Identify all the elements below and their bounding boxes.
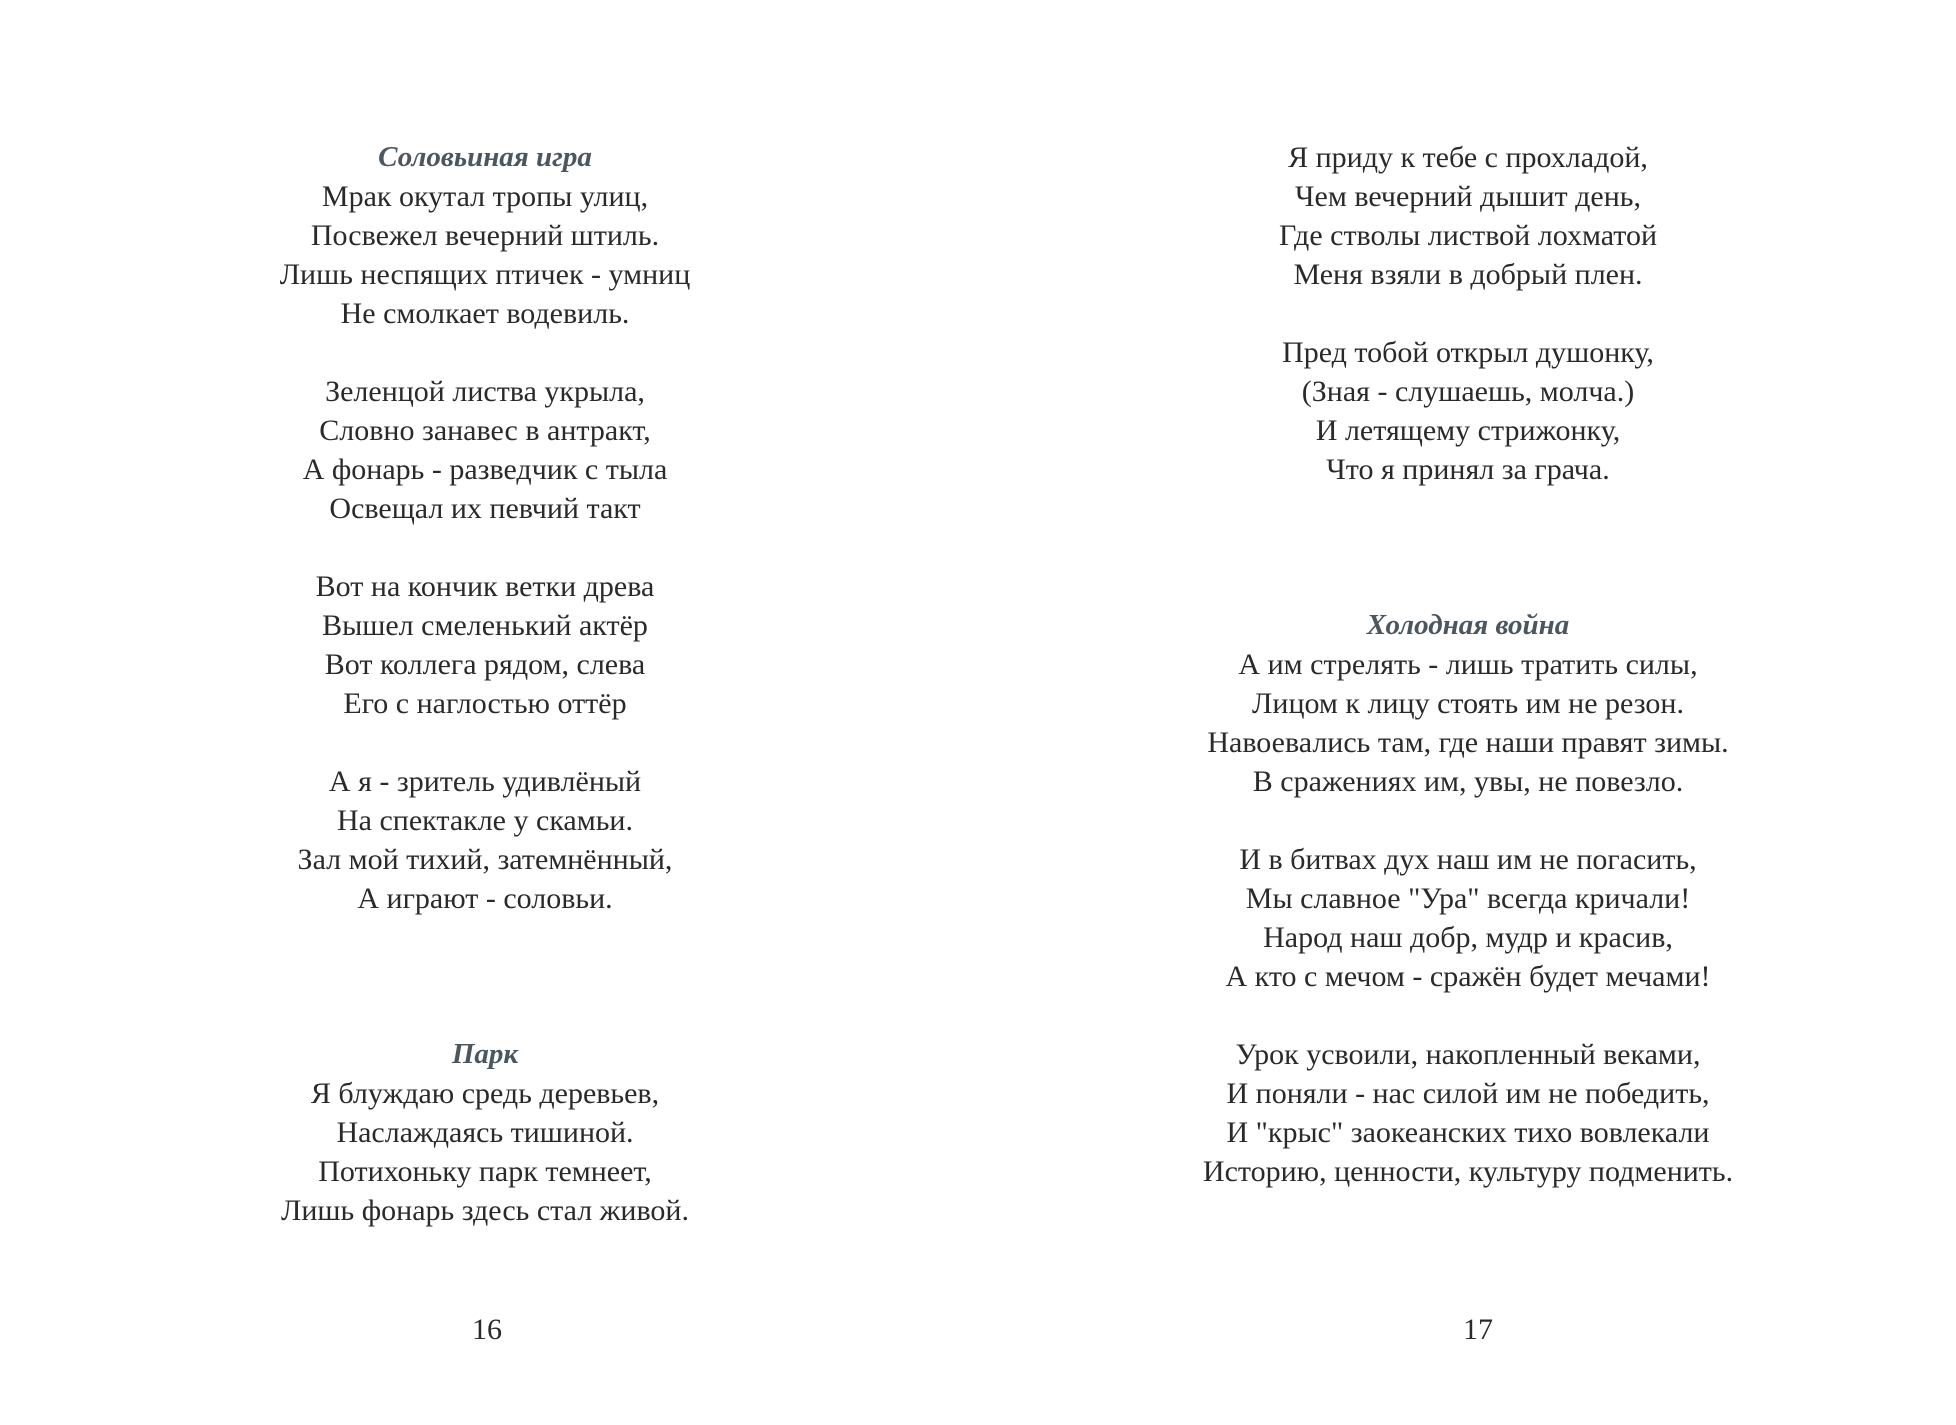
left-text-column: [248, 138, 722, 1230]
verse-line: Народ наш добр, мудр и красив,: [1263, 921, 1673, 954]
verse-line: Вот на кончик ветки древа: [315, 570, 655, 603]
verse-line: Я приду к тебе с прохладой,: [1288, 141, 1648, 174]
stanza: [1158, 645, 1778, 801]
stanza: [248, 567, 722, 723]
stanza-gap: [248, 333, 722, 372]
verse-line: Вот коллега рядом, слева: [324, 648, 646, 681]
stanza: [248, 1074, 722, 1230]
verse-line: Что я принял за грача.: [1326, 453, 1610, 486]
verse-line: И "крыс" заокеанских тихо вовлекали: [1226, 1116, 1710, 1149]
verse-line: Меня взяли в добрый плен.: [1293, 258, 1643, 291]
stanza-gap: [1158, 996, 1778, 1035]
verse-line: Лишь неспящих птичек - умниц: [279, 258, 691, 291]
verse-line: Историю, ценности, культуру подменить.: [1202, 1155, 1734, 1188]
verse-line: Освещал их певчий такт: [329, 492, 641, 525]
verse-line: Посвежел вечерний штиль.: [310, 219, 660, 252]
stanza: [248, 762, 722, 918]
verse-line: Потихоньку парк темнеет,: [318, 1155, 652, 1188]
stanza: [1158, 333, 1778, 489]
verse-line: Его с наглостью оттёр: [343, 687, 627, 720]
stanza-gap: [248, 723, 722, 762]
page-number: 16: [472, 1313, 502, 1346]
verse-line: Словно занавес в антракт,: [319, 414, 651, 447]
verse-line: А им стрелять - лишь тратить силы,: [1238, 648, 1698, 681]
verse-line: Я блуждаю средь деревьев,: [310, 1077, 660, 1110]
verse-line: На спектакле у скамьи.: [337, 804, 633, 837]
verse-line: Вышел смеленький актёр: [322, 609, 648, 642]
verse-line: Мы славное "Ура" всегда кричали!: [1245, 882, 1691, 915]
stanza: [1158, 840, 1778, 996]
right-text-column: [1158, 138, 1778, 1191]
poem-gap: [248, 918, 722, 1035]
stanza-gap: [248, 528, 722, 567]
right-page: [978, 0, 1956, 1425]
verse-line: Наслаждаясь тишиной.: [336, 1116, 634, 1149]
stanza: [1158, 1035, 1778, 1191]
verse-line: И поняли - нас силой им не победить,: [1226, 1077, 1710, 1110]
verse-line: Чем вечерний дышит день,: [1295, 180, 1641, 213]
verse-line: Мрак окутал тропы улиц,: [321, 180, 649, 213]
verse-line: Урок усвоили, накопленный веками,: [1235, 1038, 1701, 1071]
verse-line: А я - зритель удивлёный: [328, 765, 642, 798]
verse-line: Навоевались там, где наши правят зимы.: [1207, 726, 1729, 759]
poem-title-solovinaya-igra: Соловьиная игра: [378, 141, 592, 173]
poem-title-park: Парк: [451, 1038, 519, 1070]
verse-line: Зеленцой листва укрыла,: [325, 375, 645, 408]
verse-line: Зал мой тихий, затемнённый,: [297, 843, 673, 876]
stanza: [1158, 138, 1778, 294]
verse-line: И летящему стрижонку,: [1315, 414, 1621, 447]
poem-gap: [1158, 489, 1778, 606]
verse-line: И в битвах дух наш им не погасить,: [1239, 843, 1697, 876]
verse-line: Не смолкает водевиль.: [340, 297, 630, 330]
page-number: 17: [1463, 1313, 1493, 1346]
verse-line: А фонарь - разведчик с тыла: [302, 453, 668, 486]
verse-line: (Зная - слушаешь, молча.): [1301, 375, 1635, 408]
verse-line: Пред тобой открыл душонку,: [1282, 336, 1654, 369]
poem-title-kholodnaya-voyna: Холодная война: [1366, 609, 1570, 641]
verse-line: А кто с мечом - сражён будет мечами!: [1225, 960, 1711, 993]
stanza: [248, 372, 722, 528]
verse-line: Лицом к лицу стоять им не резон.: [1252, 687, 1684, 720]
verse-line: Лишь фонарь здесь стал живой.: [281, 1194, 689, 1227]
stanza-gap: [1158, 801, 1778, 840]
verse-line: Где стволы листвой лохматой: [1278, 219, 1658, 252]
verse-line: А играют - соловьи.: [357, 882, 613, 915]
verse-line: В сражениях им, увы, не повезло.: [1252, 765, 1684, 798]
stanza-gap: [1158, 294, 1778, 333]
stanza: [248, 177, 722, 333]
